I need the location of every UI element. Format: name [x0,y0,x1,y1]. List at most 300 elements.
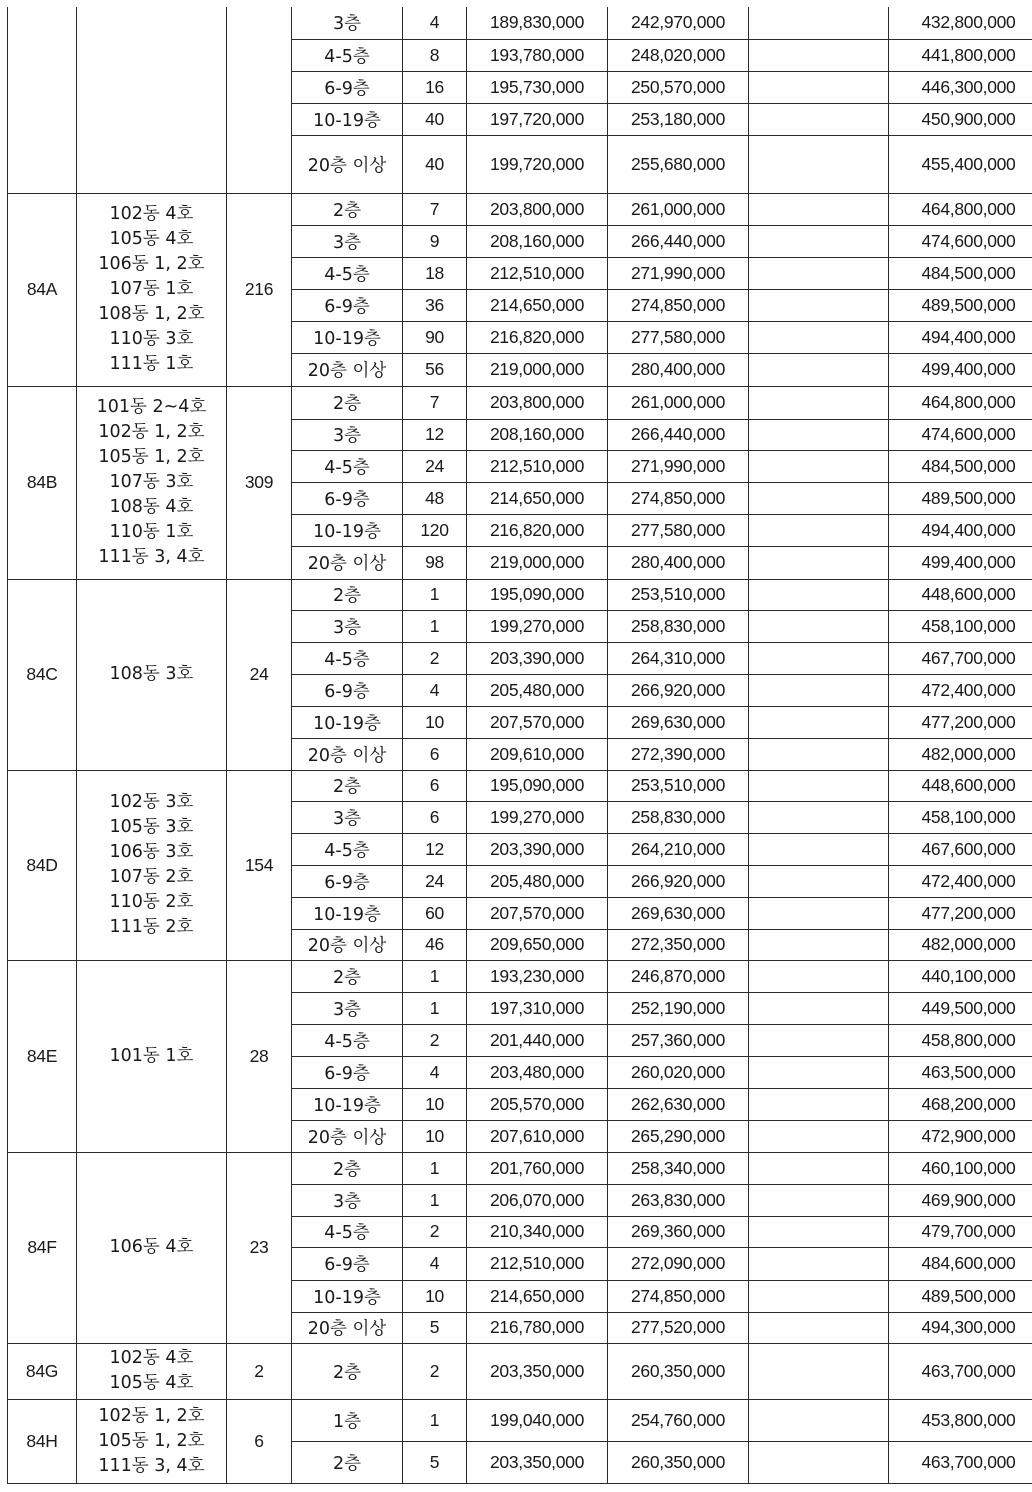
total-price-cell: 484,500,000 [889,257,1032,289]
vat-cell [749,546,889,579]
total-price-cell: 453,800,000 [889,1399,1032,1441]
floor-cell: 4-5층 [292,833,403,865]
unit-line: 111동 1호 [109,354,194,374]
floor-cell: 20층 이상 [292,929,403,960]
building-price-cell: 253,510,000 [608,770,749,801]
unit-line: 108동 4호 [109,497,194,517]
floor-cell: 20층 이상 [292,1312,403,1343]
building-price-cell: 277,580,000 [608,514,749,546]
total-price-cell: 489,500,000 [889,289,1032,321]
table-row [8,193,1032,225]
type-cell: 84D [8,770,77,960]
vat-cell [749,642,889,674]
floor-cell: 4-5층 [292,1216,403,1247]
unit-line: 110동 3호 [109,329,194,349]
building-price-cell: 264,310,000 [608,642,749,674]
vat-cell [749,833,889,865]
count-cell: 24 [403,450,467,482]
unit-line: 108동 3호 [109,664,194,684]
unit-line: 106동 1, 2호 [98,254,205,274]
count-cell: 7 [403,193,467,225]
vat-cell [749,801,889,833]
total-price-cell: 477,200,000 [889,706,1032,738]
total-price-cell: 499,400,000 [889,353,1032,386]
floor-cell: 2층 [292,1152,403,1184]
total-price-cell: 450,900,000 [889,103,1032,135]
vat-cell [749,257,889,289]
vat-cell [749,225,889,257]
vat-cell [749,135,889,193]
count-cell: 48 [403,482,467,514]
land-price-cell: 207,570,000 [467,897,608,929]
land-price-cell: 206,070,000 [467,1184,608,1216]
building-price-cell: 269,630,000 [608,897,749,929]
total-price-cell: 464,800,000 [889,386,1032,419]
floor-cell: 10-19층 [292,321,403,353]
type-cell: 84F [8,1152,77,1343]
floor-cell: 4-5층 [292,257,403,289]
floor-cell: 6-9층 [292,71,403,103]
vat-cell [749,1343,889,1399]
type-cell: 84E [8,960,77,1152]
count-cell: 4 [403,674,467,706]
unit-line: 105동 4호 [109,229,194,249]
type-cell [8,7,77,193]
total-price-cell: 460,100,000 [889,1152,1032,1184]
total-price-cell: 489,500,000 [889,1280,1032,1312]
total-price-cell: 449,500,000 [889,992,1032,1024]
building-price-cell: 269,630,000 [608,706,749,738]
count-cell: 46 [403,929,467,960]
building-price-cell: 260,350,000 [608,1343,749,1399]
building-price-cell: 258,340,000 [608,1152,749,1184]
total-price-cell: 489,500,000 [889,482,1032,514]
land-price-cell: 199,040,000 [467,1399,608,1441]
floor-cell: 4-5층 [292,1024,403,1056]
total-price-cell: 479,700,000 [889,1216,1032,1247]
land-price-cell: 205,480,000 [467,674,608,706]
building-price-cell: 261,000,000 [608,193,749,225]
building-price-cell: 266,920,000 [608,674,749,706]
land-price-cell: 207,570,000 [467,706,608,738]
type-cell: 84A [8,193,77,386]
total-price-cell: 467,600,000 [889,833,1032,865]
land-price-cell: 210,340,000 [467,1216,608,1247]
building-price-cell: 277,580,000 [608,321,749,353]
building-price-cell: 266,440,000 [608,419,749,450]
building-price-cell: 265,290,000 [608,1120,749,1152]
total-price-cell: 494,400,000 [889,321,1032,353]
unit-line: 101동 1호 [109,1045,194,1066]
building-price-cell: 271,990,000 [608,450,749,482]
vat-cell [749,7,889,39]
unit-line: 102동 1, 2호 [98,422,205,442]
total-price-cell: 448,600,000 [889,770,1032,801]
unit-line: 111동 2호 [109,917,194,937]
count-cell: 56 [403,353,467,386]
households-cell [227,7,292,193]
vat-cell [749,514,889,546]
vat-cell [749,1152,889,1184]
count-cell: 40 [403,135,467,193]
building-price-cell: 248,020,000 [608,39,749,71]
land-price-cell: 214,650,000 [467,482,608,514]
building-price-cell: 250,570,000 [608,71,749,103]
vat-cell [749,321,889,353]
floor-cell: 6-9층 [292,674,403,706]
floor-cell: 6-9층 [292,1247,403,1280]
land-price-cell: 208,160,000 [467,225,608,257]
count-cell: 12 [403,419,467,450]
floor-cell: 3층 [292,992,403,1024]
vat-cell [749,610,889,642]
building-price-cell: 261,000,000 [608,386,749,419]
land-price-cell: 212,510,000 [467,257,608,289]
vat-cell [749,579,889,610]
total-price-cell: 458,800,000 [889,1024,1032,1056]
building-price-cell: 280,400,000 [608,546,749,579]
floor-cell: 3층 [292,1184,403,1216]
vat-cell [749,897,889,929]
vat-cell [749,482,889,514]
table-row [8,386,1032,419]
building-price-cell: 271,990,000 [608,257,749,289]
vat-cell [749,193,889,225]
land-price-cell: 203,390,000 [467,833,608,865]
unit-line: 102동 4호 [109,1348,194,1368]
building-price-cell: 260,020,000 [608,1056,749,1088]
floor-cell: 1층 [292,1399,403,1441]
type-cell: 84B [8,386,77,579]
table-row [8,1399,1032,1441]
building-price-cell: 266,920,000 [608,865,749,897]
households-cell: 24 [227,579,292,770]
vat-cell [749,1120,889,1152]
vat-cell [749,71,889,103]
floor-cell: 20층 이상 [292,546,403,579]
total-price-cell: 463,700,000 [889,1441,1032,1483]
building-price-cell: 272,350,000 [608,929,749,960]
floor-cell: 3층 [292,7,403,39]
unit-line: 105동 1, 2호 [98,1430,205,1451]
total-price-cell: 468,200,000 [889,1088,1032,1120]
vat-cell [749,39,889,71]
vat-cell [749,706,889,738]
unit-line: 107동 3호 [109,472,194,492]
vat-cell [749,738,889,770]
count-cell: 10 [403,1088,467,1120]
land-price-cell: 203,800,000 [467,386,608,419]
building-price-cell: 255,680,000 [608,135,749,193]
land-price-cell: 214,650,000 [467,1280,608,1312]
floor-cell: 3층 [292,225,403,257]
households-cell: 23 [227,1152,292,1343]
land-price-cell: 209,610,000 [467,738,608,770]
total-price-cell: 463,700,000 [889,1343,1032,1399]
building-price-cell: 263,830,000 [608,1184,749,1216]
floor-cell: 10-19층 [292,514,403,546]
unit-line: 106동 4호 [109,1237,194,1257]
count-cell: 10 [403,1120,467,1152]
units-cell [77,1343,227,1399]
unit-line: 105동 1, 2호 [98,447,205,467]
land-price-cell: 193,780,000 [467,39,608,71]
floor-cell: 10-19층 [292,706,403,738]
units-cell [77,386,227,579]
households-cell: 154 [227,770,292,960]
total-price-cell: 484,600,000 [889,1247,1032,1280]
unit-line: 105동 4호 [109,1373,194,1393]
count-cell: 120 [403,514,467,546]
unit-line: 102동 4호 [109,204,194,224]
unit-line: 105동 3호 [109,817,194,837]
total-price-cell: 499,400,000 [889,546,1032,579]
floor-cell: 10-19층 [292,1280,403,1312]
total-price-cell: 472,400,000 [889,674,1032,706]
unit-line: 110동 1호 [109,522,194,542]
unit-line: 102동 3호 [109,792,194,812]
count-cell: 1 [403,1152,467,1184]
unit-line: 107동 1호 [109,279,194,299]
households-cell: 2 [227,1343,292,1399]
count-cell: 8 [403,39,467,71]
vat-cell [749,1216,889,1247]
building-price-cell: 274,850,000 [608,482,749,514]
land-price-cell: 219,000,000 [467,546,608,579]
floor-cell: 6-9층 [292,289,403,321]
land-price-cell: 203,350,000 [467,1441,608,1483]
floor-cell: 20층 이상 [292,353,403,386]
floor-cell: 20층 이상 [292,738,403,770]
table-row [8,1152,1032,1184]
total-price-cell: 474,600,000 [889,419,1032,450]
unit-line: 102동 1, 2호 [98,1405,205,1426]
count-cell: 98 [403,546,467,579]
floor-cell: 10-19층 [292,1088,403,1120]
land-price-cell: 199,270,000 [467,801,608,833]
count-cell: 60 [403,897,467,929]
land-price-cell: 203,800,000 [467,193,608,225]
floor-cell: 2층 [292,770,403,801]
floor-cell: 4-5층 [292,39,403,71]
vat-cell [749,1441,889,1483]
total-price-cell: 494,300,000 [889,1312,1032,1343]
land-price-cell: 197,720,000 [467,103,608,135]
count-cell: 1 [403,1399,467,1441]
building-price-cell: 260,350,000 [608,1441,749,1483]
building-price-cell: 274,850,000 [608,289,749,321]
vat-cell [749,103,889,135]
building-price-cell: 252,190,000 [608,992,749,1024]
total-price-cell: 464,800,000 [889,193,1032,225]
vat-cell [749,386,889,419]
count-cell: 6 [403,738,467,770]
land-price-cell: 203,350,000 [467,1343,608,1399]
land-price-cell: 212,510,000 [467,1247,608,1280]
building-price-cell: 274,850,000 [608,1280,749,1312]
price-table [7,7,1032,1484]
count-cell: 1 [403,960,467,992]
vat-cell [749,1184,889,1216]
households-cell: 216 [227,193,292,386]
total-price-cell: 484,500,000 [889,450,1032,482]
floor-cell: 2층 [292,579,403,610]
table-row [8,579,1032,610]
total-price-cell: 472,400,000 [889,865,1032,897]
vat-cell [749,865,889,897]
land-price-cell: 195,090,000 [467,579,608,610]
vat-cell [749,450,889,482]
building-price-cell: 277,520,000 [608,1312,749,1343]
count-cell: 6 [403,770,467,801]
unit-line: 111동 3, 4호 [98,547,205,567]
count-cell: 4 [403,1056,467,1088]
count-cell: 10 [403,1280,467,1312]
households-cell: 6 [227,1399,292,1483]
land-price-cell: 209,650,000 [467,929,608,960]
vat-cell [749,289,889,321]
count-cell: 40 [403,103,467,135]
total-price-cell: 458,100,000 [889,610,1032,642]
total-price-cell: 472,900,000 [889,1120,1032,1152]
building-price-cell: 272,090,000 [608,1247,749,1280]
count-cell: 24 [403,865,467,897]
table-row [8,7,1032,39]
floor-cell: 6-9층 [292,1056,403,1088]
land-price-cell: 203,390,000 [467,642,608,674]
land-price-cell: 197,310,000 [467,992,608,1024]
land-price-cell: 216,820,000 [467,321,608,353]
vat-cell [749,1056,889,1088]
count-cell: 2 [403,642,467,674]
count-cell: 6 [403,801,467,833]
vat-cell [749,770,889,801]
floor-cell: 10-19층 [292,897,403,929]
total-price-cell: 469,900,000 [889,1184,1032,1216]
building-price-cell: 254,760,000 [608,1399,749,1441]
vat-cell [749,419,889,450]
building-price-cell: 264,210,000 [608,833,749,865]
land-price-cell: 207,610,000 [467,1120,608,1152]
table-row [8,960,1032,992]
land-price-cell: 201,440,000 [467,1024,608,1056]
building-price-cell: 253,510,000 [608,579,749,610]
units-cell [77,770,227,960]
count-cell: 1 [403,610,467,642]
units-cell [77,1152,227,1343]
units-cell [77,1399,227,1483]
floor-cell: 2층 [292,1343,403,1399]
building-price-cell: 269,360,000 [608,1216,749,1247]
total-price-cell: 446,300,000 [889,71,1032,103]
unit-line: 111동 3, 4호 [98,1455,205,1476]
households-cell: 309 [227,386,292,579]
vat-cell [749,1024,889,1056]
vat-cell [749,1280,889,1312]
table-row [8,1343,1032,1399]
total-price-cell: 482,000,000 [889,929,1032,960]
unit-line: 101동 2~4호 [96,397,207,417]
land-price-cell: 205,480,000 [467,865,608,897]
building-price-cell: 258,830,000 [608,801,749,833]
total-price-cell: 441,800,000 [889,39,1032,71]
count-cell: 5 [403,1312,467,1343]
land-price-cell: 201,760,000 [467,1152,608,1184]
total-price-cell: 463,500,000 [889,1056,1032,1088]
count-cell: 90 [403,321,467,353]
count-cell: 10 [403,706,467,738]
land-price-cell: 216,780,000 [467,1312,608,1343]
total-price-cell: 432,800,000 [889,7,1032,39]
land-price-cell: 189,830,000 [467,7,608,39]
building-price-cell: 262,630,000 [608,1088,749,1120]
count-cell: 2 [403,1024,467,1056]
land-price-cell: 193,230,000 [467,960,608,992]
unit-line: 110동 2호 [109,892,194,912]
floor-cell: 3층 [292,610,403,642]
building-price-cell: 258,830,000 [608,610,749,642]
vat-cell [749,1247,889,1280]
floor-cell: 3층 [292,419,403,450]
units-cell [77,193,227,386]
vat-cell [749,992,889,1024]
vat-cell [749,353,889,386]
land-price-cell: 195,730,000 [467,71,608,103]
units-cell [77,960,227,1152]
total-price-cell: 467,700,000 [889,642,1032,674]
total-price-cell: 482,000,000 [889,738,1032,770]
count-cell: 2 [403,1343,467,1399]
floor-cell: 3층 [292,801,403,833]
count-cell: 4 [403,1247,467,1280]
type-cell: 84H [8,1399,77,1483]
count-cell: 2 [403,1216,467,1247]
unit-line: 108동 1, 2호 [98,304,205,324]
building-price-cell: 246,870,000 [608,960,749,992]
count-cell: 1 [403,579,467,610]
type-cell: 84G [8,1343,77,1399]
floor-cell: 10-19층 [292,103,403,135]
count-cell: 1 [403,1184,467,1216]
land-price-cell: 214,650,000 [467,289,608,321]
land-price-cell: 219,000,000 [467,353,608,386]
floor-cell: 6-9층 [292,482,403,514]
building-price-cell: 272,390,000 [608,738,749,770]
total-price-cell: 474,600,000 [889,225,1032,257]
count-cell: 16 [403,71,467,103]
building-price-cell: 253,180,000 [608,103,749,135]
vat-cell [749,1088,889,1120]
count-cell: 9 [403,225,467,257]
count-cell: 7 [403,386,467,419]
building-price-cell: 257,360,000 [608,1024,749,1056]
vat-cell [749,929,889,960]
land-price-cell: 195,090,000 [467,770,608,801]
land-price-cell: 205,570,000 [467,1088,608,1120]
count-cell: 5 [403,1441,467,1483]
total-price-cell: 455,400,000 [889,135,1032,193]
building-price-cell: 266,440,000 [608,225,749,257]
floor-cell: 6-9층 [292,865,403,897]
building-price-cell: 280,400,000 [608,353,749,386]
households-cell: 28 [227,960,292,1152]
count-cell: 18 [403,257,467,289]
total-price-cell: 494,400,000 [889,514,1032,546]
table-row [8,770,1032,801]
land-price-cell: 208,160,000 [467,419,608,450]
total-price-cell: 458,100,000 [889,801,1032,833]
land-price-cell: 216,820,000 [467,514,608,546]
